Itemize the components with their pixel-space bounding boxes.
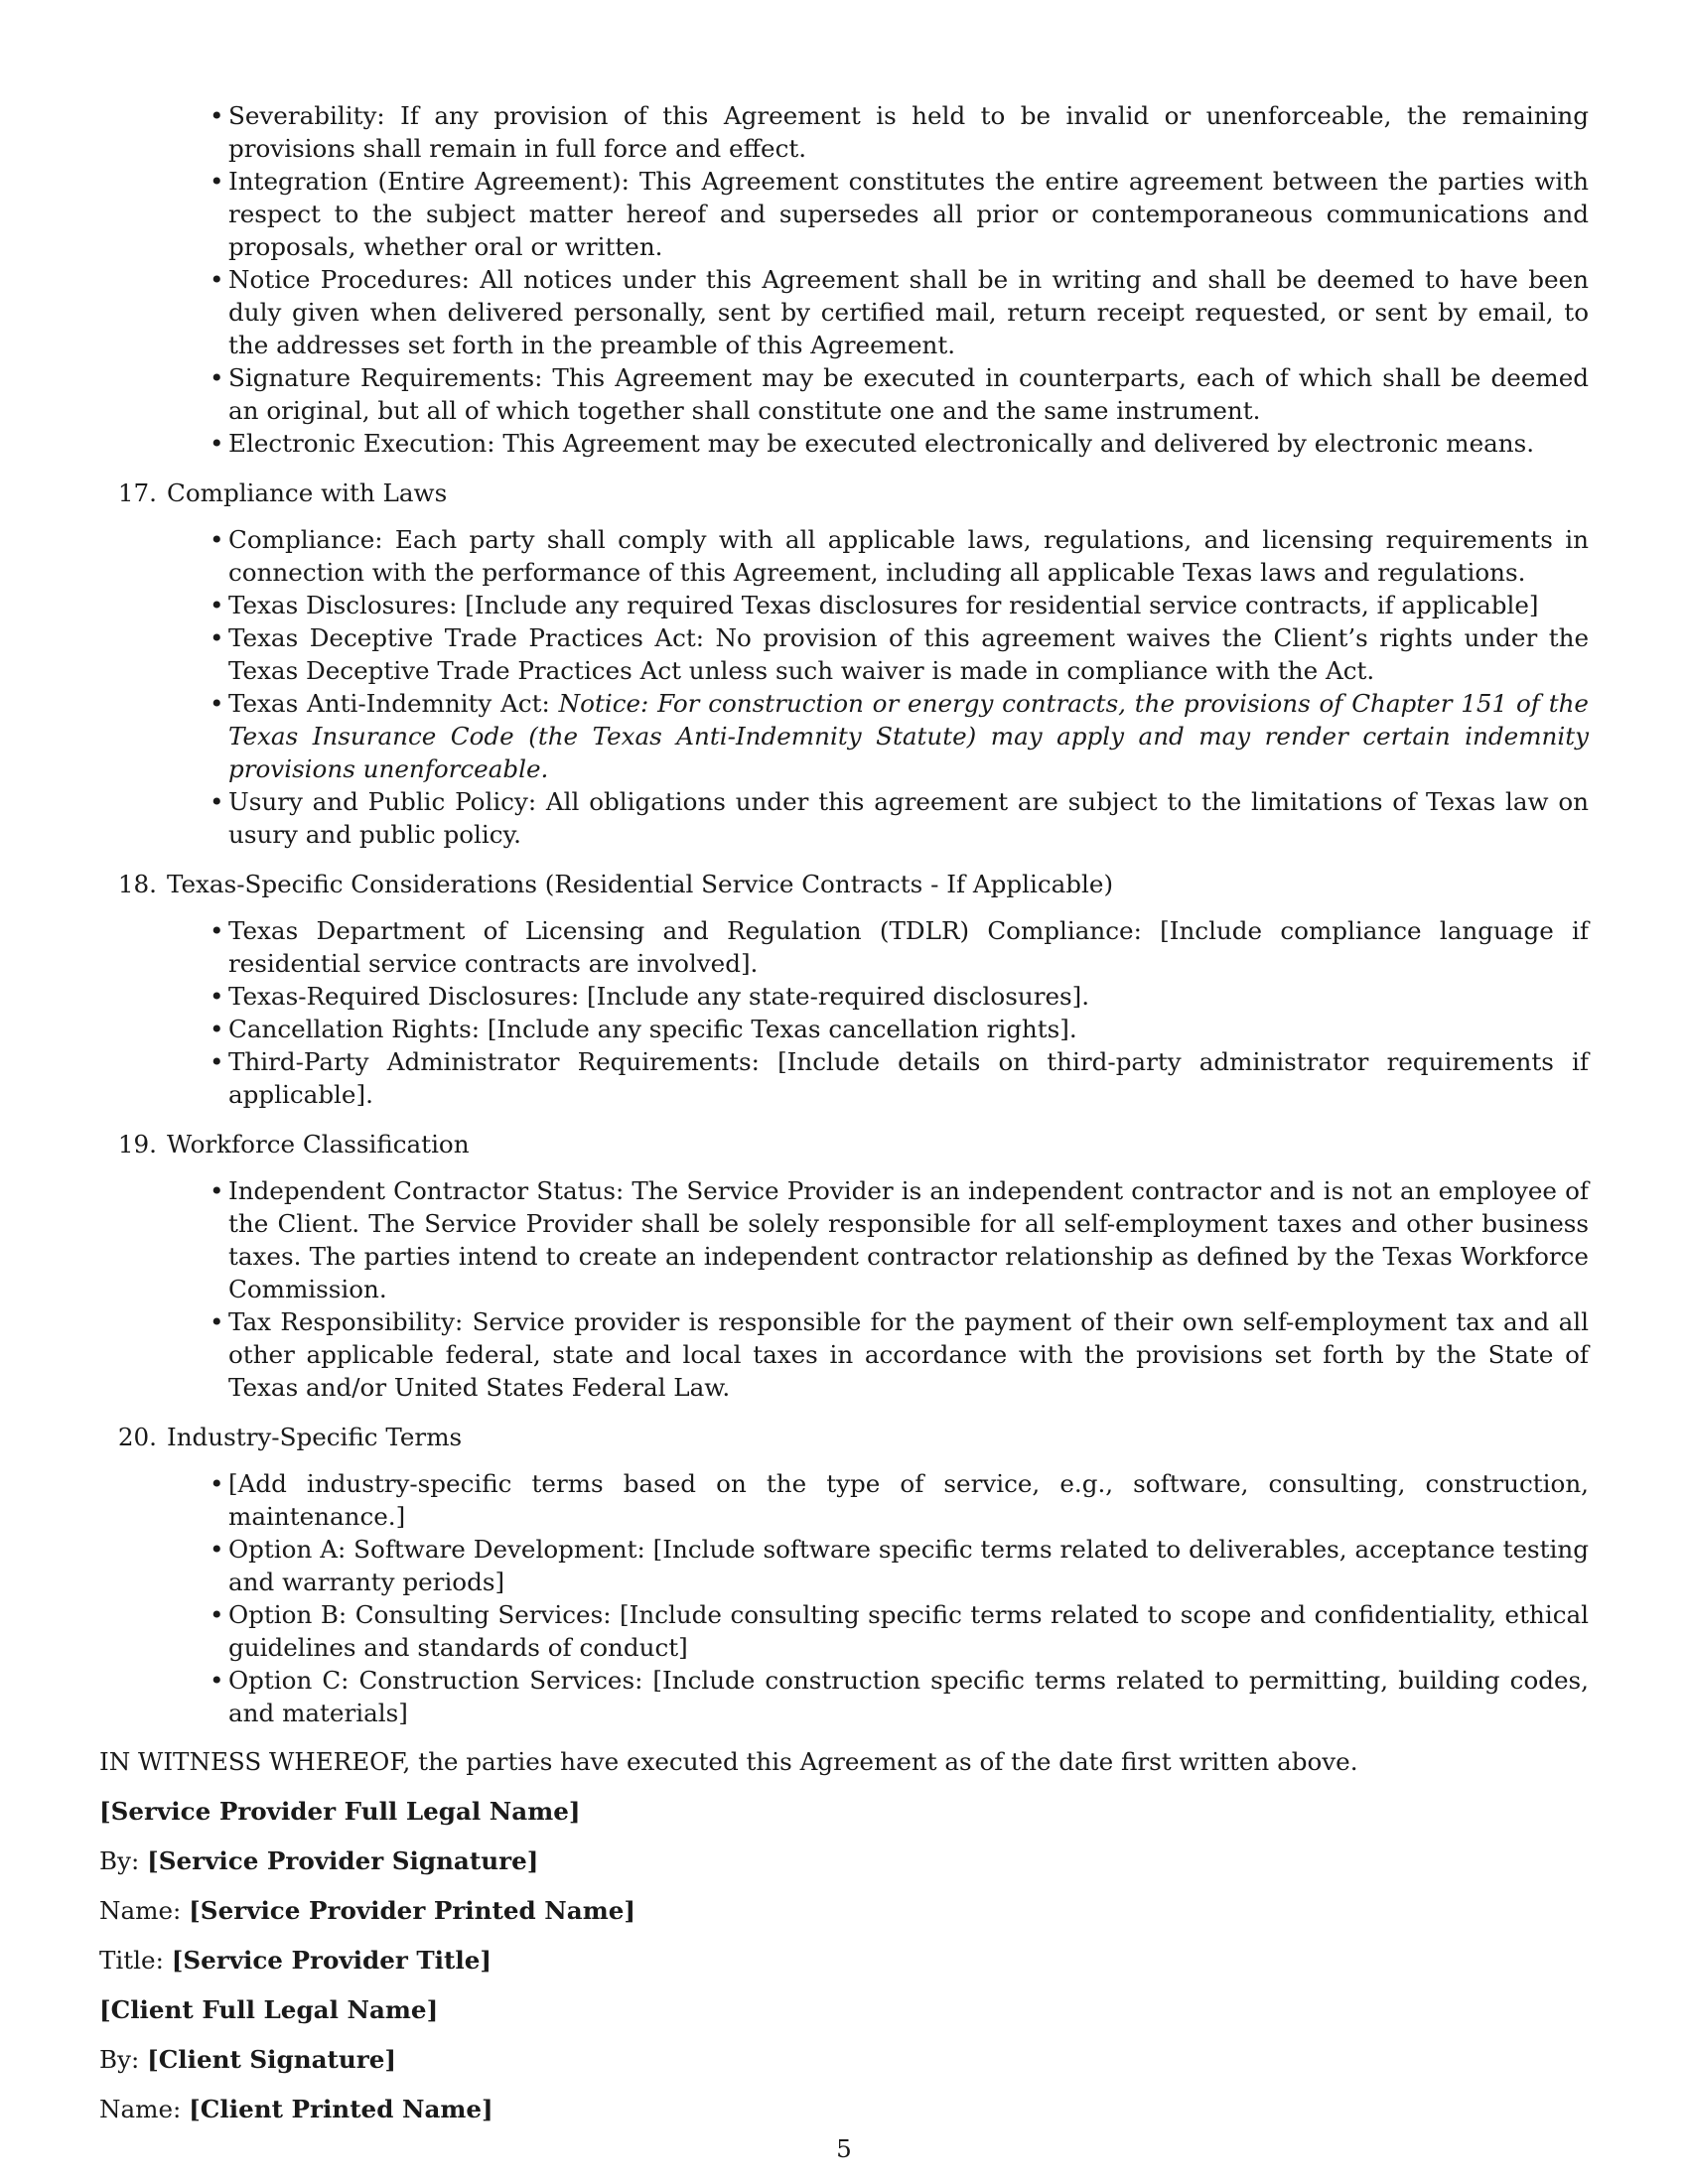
page-number: 5 [836, 2134, 852, 2163]
list-item-notice-procedures: • Notice Procedures: All notices under this Agreement shall be in writing and shall be deemed to have been duly given when delivered personally, sent by certified mail, return receipt requested, or sent by email, to the addresses set forth in the preamble of this Agreement. [228, 263, 1589, 361]
list-item-option-c: • Option C: Construction Services: [Include construction specific terms related to permitting, building codes, and materials] [228, 1664, 1589, 1729]
list-item-option-a: • Option A: Software Development: [Include software specific terms related to deliverables, acceptance testing and warranty periods] [228, 1533, 1589, 1598]
section-19-list [99, 1174, 1589, 1404]
name-label: Name: [99, 2095, 190, 2123]
name-label: Name: [99, 1896, 190, 1925]
list-item-anti-indemnity [228, 687, 1589, 785]
provider-signature: [Service Provider Signature] [147, 1846, 539, 1875]
provider-title: [Service Provider Title] [171, 1946, 492, 1975]
list-item-industry-terms: • [Add industry-specific terms based on the type of service, e.g., software, consulting, construction, maintenance.] [228, 1467, 1589, 1533]
client-printed-name: [Client Printed Name] [189, 2095, 493, 2123]
provider-legal-name-line [99, 1795, 1589, 1828]
anti-indemnity-notice: Notice: For construction or energy contracts, the provisions of Chapter 151 of the Texas Insurance Code (the Texas Anti-Indemnity Statute) may apply and may render certain indemnity provisions unenforceable. [228, 689, 1589, 783]
list-item-compliance: • Compliance: Each party shall comply with all applicable laws, regulations, and licensing requirements in connection with the performance of this Agreement, including all applicable Texas laws and regulations. [228, 523, 1589, 589]
section-number: 19. [117, 1130, 157, 1159]
witness-statement: IN WITNESS WHEREOF, the parties have executed this Agreement as of the date first written above. [99, 1747, 1358, 1776]
title-label: Title: [99, 1946, 172, 1975]
section-17-heading [99, 477, 1589, 509]
list-item-tax-responsibility: • Tax Responsibility: Service provider is responsible for the payment of their own self-employment tax and all other applicable federal, state and local taxes in accordance with the provisions set forth by the State of Texas and/or United States Federal Law. [228, 1305, 1589, 1404]
list-item-signature-requirements: • Signature Requirements: This Agreement may be executed in counterparts, each of which shall be deemed an original, but all of which together shall constitute one and the same instrument. [228, 361, 1589, 427]
anti-indemnity-label: Texas Anti-Indemnity Act: [228, 689, 559, 718]
section-number: 18. [117, 870, 157, 898]
provider-legal-name: [Service Provider Full Legal Name] [99, 1797, 581, 1826]
section-20-heading [99, 1421, 1589, 1453]
provider-printed-name-line [99, 1894, 1589, 1927]
client-signature: [Client Signature] [147, 2045, 397, 2074]
list-item-severability: • Severability: If any provision of this Agreement is held to be invalid or unenforceable, the remaining provisions shall remain in full force and effect. [228, 99, 1589, 165]
section-17-list [99, 523, 1589, 851]
section-20-list [99, 1467, 1589, 1729]
provider-title-line [99, 1944, 1589, 1977]
by-label: By: [99, 1846, 148, 1875]
list-item-usury: • Usury and Public Policy: All obligations under this agreement are subject to the limitations of Texas law on usury and public policy. [228, 785, 1589, 851]
section-title: Industry-Specific Terms [167, 1423, 463, 1451]
list-item-deceptive-trade-practices: • Texas Deceptive Trade Practices Act: No provision of this agreement waives the Client’s rights under the Texas Deceptive Trade Practices Act unless such waiver is made in compliance with the Act. [228, 621, 1589, 687]
list-item-electronic-execution: • Electronic Execution: This Agreement may be executed electronically and delivered by electronic means. [228, 427, 1589, 460]
section-title: Workforce Classification [167, 1130, 470, 1159]
by-label: By: [99, 2045, 148, 2074]
document-page [99, 99, 1589, 2125]
client-legal-name-line [99, 1993, 1589, 2026]
provider-signature-line [99, 1844, 1589, 1877]
list-item-third-party-administrator: • Third-Party Administrator Requirements: [Include details on third-party administrator requirements if applicable]. [228, 1045, 1589, 1111]
client-signature-line [99, 2043, 1589, 2076]
list-item-tdlr-compliance: • Texas Department of Licensing and Regulation (TDLR) Compliance: [Include compliance language if residential service contracts are involved]. [228, 914, 1589, 980]
list-item-required-disclosures: • Texas-Required Disclosures: [Include any state-required disclosures]. [228, 980, 1589, 1013]
list-item-integration: • Integration (Entire Agreement): This Agreement constitutes the entire agreement between the parties with respect to the subject matter hereof and supersedes all prior or contemporaneous communications and proposals, whether oral or written. [228, 165, 1589, 263]
section-number: 17. [117, 478, 157, 507]
provider-printed-name: [Service Provider Printed Name] [189, 1896, 636, 1925]
client-printed-name-line [99, 2093, 1589, 2125]
list-item-independent-contractor: • Independent Contractor Status: The Service Provider is an independent contractor and is not an employee of the Client. The Service Provider shall be solely responsible for all self-employment taxes and other business taxes. The parties intend to create an independent contractor relationship as defined by the Texas Workforce Commission. [228, 1174, 1589, 1305]
section-18-list [99, 914, 1589, 1111]
list-item-cancellation-rights: • Cancellation Rights: [Include any specific Texas cancellation rights]. [228, 1013, 1589, 1045]
list-item-option-b: • Option B: Consulting Services: [Include consulting specific terms related to scope and confidentiality, ethical guidelines and standards of conduct] [228, 1598, 1589, 1664]
section-number: 20. [117, 1423, 157, 1451]
general-provisions-list [99, 99, 1589, 460]
section-title: Compliance with Laws [167, 478, 448, 507]
list-item-texas-disclosures: • Texas Disclosures: [Include any required Texas disclosures for residential service contracts, if applicable] [228, 589, 1589, 621]
section-18-heading [99, 868, 1589, 900]
client-legal-name: [Client Full Legal Name] [99, 1995, 439, 2024]
section-title: Texas-Specific Considerations (Residential Service Contracts - If Applicable) [167, 870, 1114, 898]
section-19-heading [99, 1128, 1589, 1160]
